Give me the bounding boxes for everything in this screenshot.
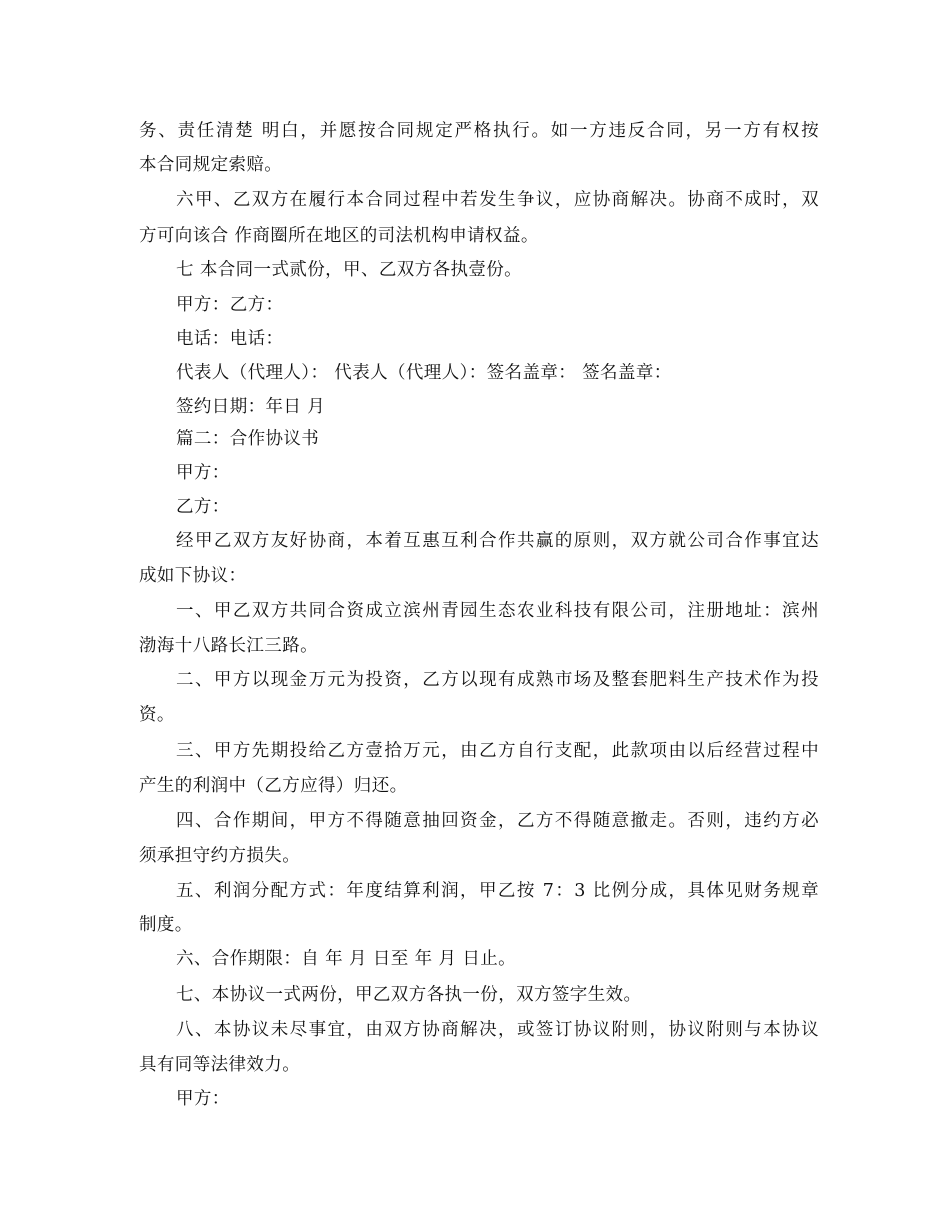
text-line: 甲方：	[176, 463, 230, 483]
text-line: 须承担守约方损失。	[139, 846, 301, 866]
text-line: 本合同规定索赔。	[139, 155, 283, 175]
text-line: 务、责任清楚 明白，并愿按合同规定严格执行。如一方违反合同，另一方有权按	[139, 121, 819, 141]
text-line: 篇二：合作协议书	[176, 429, 320, 449]
text-line: 七 本合同一式贰份，甲、乙双方各执壹份。	[176, 260, 523, 280]
text-line: 具有同等法律效力。	[139, 1055, 301, 1075]
text-line: 成如下协议：	[139, 566, 247, 586]
text-line: 六甲、乙双方在履行本合同过程中若发生争议，应协商解决。协商不成时，双	[176, 190, 819, 210]
text-line: 一、甲乙双方共同合资成立滨州青园生态农业科技有限公司，注册地址：滨州	[176, 601, 819, 621]
text-line: 乙方：	[176, 497, 230, 517]
text-line: 七、本协议一式两份，甲乙双方各执一份，双方签字生效。	[176, 985, 642, 1005]
text-line: 电话：电话：	[176, 329, 284, 349]
text-line: 签约日期：年日 月	[176, 397, 326, 417]
text-line: 五、利润分配方式：年度结算利润，甲乙按 7：3 比例分成，具体见财务规章	[176, 881, 819, 901]
text-line: 四、合作期间，甲方不得随意抽回资金，乙方不得随意撤走。否则，违约方必	[176, 811, 819, 831]
text-line: 方可向该合 作商圈所在地区的司法机构申请权益。	[139, 226, 539, 246]
text-line: 渤海十八路长江三路。	[139, 636, 318, 656]
text-line: 资。	[139, 705, 175, 725]
text-line: 二、甲方以现金万元为投资，乙方以现有成熟市场及整套肥料生产技术作为投	[176, 670, 819, 690]
text-line: 代表人（代理人）： 代表人（代理人）：签名盖章： 签名盖章：	[176, 363, 672, 383]
text-line: 制度。	[139, 915, 193, 935]
text-line: 产生的利润中（乙方应得）归还。	[139, 776, 408, 796]
text-line: 三、甲方先期投给乙方壹拾万元，由乙方自行支配，此款项由以后经营过程中	[176, 741, 819, 761]
text-line: 六、合作期限：自 年 月 日至 年 月 日止。	[176, 949, 517, 969]
text-line: 八、本协议未尽事宜，由双方协商解决，或签订协议附则，协议附则与本协议	[176, 1020, 819, 1040]
text-line: 经甲乙双方友好协商，本着互惠互利合作共赢的原则，双方就公司合作事宜达	[176, 531, 819, 551]
text-line: 甲方：	[176, 1089, 230, 1109]
text-line: 甲方：乙方：	[176, 295, 284, 315]
